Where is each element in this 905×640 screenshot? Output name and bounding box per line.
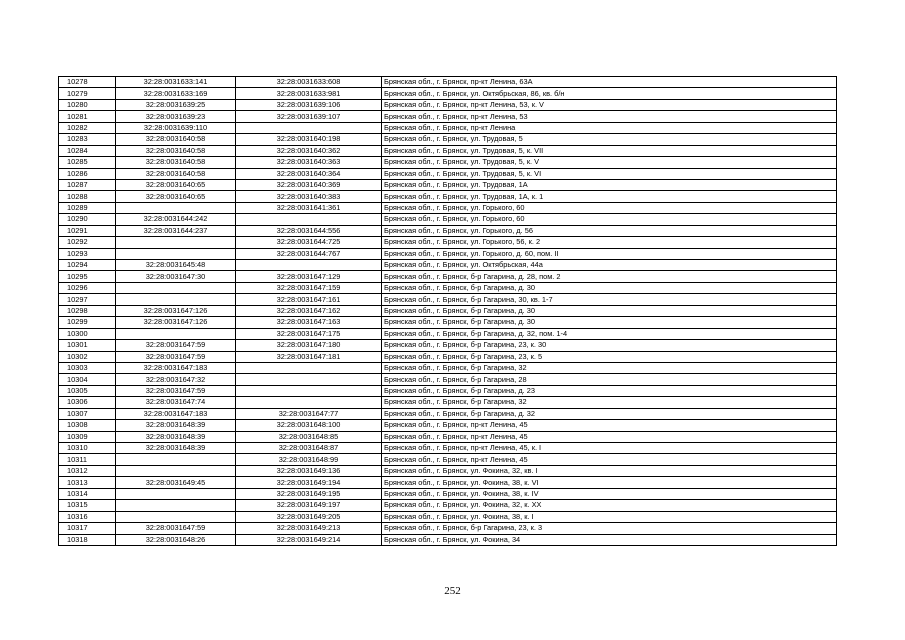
land-cadastral-number-cell: 32:28:0031648:39	[116, 443, 236, 454]
row-number-cell: 10305	[59, 385, 116, 396]
land-cadastral-number-cell: 32:28:0031640:58	[116, 168, 236, 179]
address-cell: Брянская обл., г. Брянск, ул. Горького, 60	[382, 214, 837, 225]
row-number-cell: 10309	[59, 431, 116, 442]
object-cadastral-number-cell	[236, 385, 382, 396]
table-row	[59, 500, 837, 511]
address-cell: Брянская обл., г. Брянск, б-р Гагарина, д. 32, пом. 1-4	[382, 328, 837, 339]
land-cadastral-number-cell: 32:28:0031639:25	[116, 99, 236, 110]
object-cadastral-number-cell	[236, 374, 382, 385]
row-number-cell: 10308	[59, 420, 116, 431]
address-cell: Брянская обл., г. Брянск, ул. Трудовая, 1А, к. 1	[382, 191, 837, 202]
table-row	[59, 237, 837, 248]
address-cell: Брянская обл., г. Брянск, пр-кт Ленина, 45	[382, 431, 837, 442]
object-cadastral-number-cell: 32:28:0031648:87	[236, 443, 382, 454]
object-cadastral-number-cell: 32:28:0031649:205	[236, 511, 382, 522]
object-cadastral-number-cell: 32:28:0031640:362	[236, 145, 382, 156]
table-row	[59, 408, 837, 419]
row-number-cell: 10281	[59, 111, 116, 122]
row-number-cell: 10293	[59, 248, 116, 259]
row-number-cell: 10288	[59, 191, 116, 202]
land-cadastral-number-cell: 32:28:0031647:59	[116, 523, 236, 534]
table-row	[59, 351, 837, 362]
table-row	[59, 248, 837, 259]
land-cadastral-number-cell: 32:28:0031633:141	[116, 77, 236, 88]
address-cell: Брянская обл., г. Брянск, ул. Горького, 60	[382, 202, 837, 213]
object-cadastral-number-cell: 32:28:0031633:608	[236, 77, 382, 88]
row-number-cell: 10302	[59, 351, 116, 362]
table-row	[59, 523, 837, 534]
land-cadastral-number-cell: 32:28:0031648:39	[116, 420, 236, 431]
table-row	[59, 294, 837, 305]
address-cell: Брянская обл., г. Брянск, ул. Трудовая, 5	[382, 134, 837, 145]
land-cadastral-number-cell: 32:28:0031645:48	[116, 260, 236, 271]
address-cell: Брянская обл., г. Брянск, пр-кт Ленина, 45	[382, 454, 837, 465]
page-number: 252	[444, 585, 461, 597]
address-cell: Брянская обл., г. Брянск, ул. Горького, 56, к. 2	[382, 237, 837, 248]
table-row	[59, 111, 837, 122]
object-cadastral-number-cell: 32:28:0031644:725	[236, 237, 382, 248]
address-cell: Брянская обл., г. Брянск, б-р Гагарина, 23, к. 5	[382, 351, 837, 362]
table-row	[59, 88, 837, 99]
land-cadastral-number-cell	[116, 202, 236, 213]
row-number-cell: 10312	[59, 465, 116, 476]
object-cadastral-number-cell: 32:28:0031649:214	[236, 534, 382, 545]
row-number-cell: 10291	[59, 225, 116, 236]
address-cell: Брянская обл., г. Брянск, ул. Трудовая, 5, к. VI	[382, 168, 837, 179]
table-row	[59, 179, 837, 190]
table-row	[59, 443, 837, 454]
address-cell: Брянская обл., г. Брянск, ул. Фокина, 32, кв. I	[382, 465, 837, 476]
address-cell: Брянская обл., г. Брянск, пр-кт Ленина, 53, к. V	[382, 99, 837, 110]
table-row	[59, 305, 837, 316]
table-row	[59, 191, 837, 202]
address-cell: Брянская обл., г. Брянск, ул. Горького, д. 60, пом. II	[382, 248, 837, 259]
object-cadastral-number-cell: 32:28:0031647:163	[236, 317, 382, 328]
address-cell: Брянская обл., г. Брянск, пр-кт Ленина, 45	[382, 420, 837, 431]
address-cell: Брянская обл., г. Брянск, б-р Гагарина, д. 30	[382, 317, 837, 328]
land-cadastral-number-cell: 32:28:0031640:65	[116, 191, 236, 202]
row-number-cell: 10297	[59, 294, 116, 305]
land-cadastral-number-cell	[116, 282, 236, 293]
address-cell: Брянская обл., г. Брянск, пр-кт Ленина	[382, 122, 837, 133]
address-cell: Брянская обл., г. Брянск, ул. Трудовая, 1А	[382, 179, 837, 190]
address-cell: Брянская обл., г. Брянск, б-р Гагарина, д. 30	[382, 305, 837, 316]
address-cell: Брянская обл., г. Брянск, б-р Гагарина, 28	[382, 374, 837, 385]
land-cadastral-number-cell: 32:28:0031647:126	[116, 305, 236, 316]
object-cadastral-number-cell	[236, 122, 382, 133]
object-cadastral-number-cell: 32:28:0031640:364	[236, 168, 382, 179]
land-cadastral-number-cell: 32:28:0031647:126	[116, 317, 236, 328]
land-cadastral-number-cell: 32:28:0031633:169	[116, 88, 236, 99]
object-cadastral-number-cell: 32:28:0031644:556	[236, 225, 382, 236]
land-cadastral-number-cell: 32:28:0031640:58	[116, 145, 236, 156]
land-cadastral-number-cell: 32:28:0031639:23	[116, 111, 236, 122]
row-number-cell: 10303	[59, 362, 116, 373]
address-cell: Брянская обл., г. Брянск, ул. Октябрьская, 44а	[382, 260, 837, 271]
object-cadastral-number-cell: 32:28:0031648:99	[236, 454, 382, 465]
object-cadastral-number-cell: 32:28:0031647:162	[236, 305, 382, 316]
land-cadastral-number-cell	[116, 488, 236, 499]
land-cadastral-number-cell: 32:28:0031644:242	[116, 214, 236, 225]
object-cadastral-number-cell: 32:28:0031639:107	[236, 111, 382, 122]
row-number-cell: 10292	[59, 237, 116, 248]
row-number-cell: 10310	[59, 443, 116, 454]
address-cell: Брянская обл., г. Брянск, б-р Гагарина, 23, к. 30	[382, 340, 837, 351]
table-row	[59, 282, 837, 293]
object-cadastral-number-cell	[236, 214, 382, 225]
object-cadastral-number-cell: 32:28:0031640:383	[236, 191, 382, 202]
object-cadastral-number-cell: 32:28:0031648:85	[236, 431, 382, 442]
address-cell: Брянская обл., г. Брянск, пр-кт Ленина, 63А	[382, 77, 837, 88]
row-number-cell: 10295	[59, 271, 116, 282]
row-number-cell: 10307	[59, 408, 116, 419]
row-number-cell: 10282	[59, 122, 116, 133]
land-cadastral-number-cell: 32:28:0031647:30	[116, 271, 236, 282]
address-cell: Брянская обл., г. Брянск, пр-кт Ленина, 45, к. I	[382, 443, 837, 454]
address-cell: Брянская обл., г. Брянск, ул. Горького, д. 56	[382, 225, 837, 236]
row-number-cell: 10278	[59, 77, 116, 88]
cadastral-table-grid	[58, 76, 837, 546]
object-cadastral-number-cell: 32:28:0031649:194	[236, 477, 382, 488]
table-row	[59, 99, 837, 110]
row-number-cell: 10284	[59, 145, 116, 156]
row-number-cell: 10280	[59, 99, 116, 110]
table-row	[59, 420, 837, 431]
land-cadastral-number-cell: 32:28:0031639:110	[116, 122, 236, 133]
row-number-cell: 10314	[59, 488, 116, 499]
land-cadastral-number-cell: 32:28:0031647:59	[116, 385, 236, 396]
land-cadastral-number-cell	[116, 237, 236, 248]
object-cadastral-number-cell: 32:28:0031648:100	[236, 420, 382, 431]
land-cadastral-number-cell: 32:28:0031647:59	[116, 340, 236, 351]
object-cadastral-number-cell: 32:28:0031647:181	[236, 351, 382, 362]
row-number-cell: 10283	[59, 134, 116, 145]
land-cadastral-number-cell: 32:28:0031647:59	[116, 351, 236, 362]
table-row	[59, 465, 837, 476]
object-cadastral-number-cell: 32:28:0031644:767	[236, 248, 382, 259]
table-row	[59, 454, 837, 465]
row-number-cell: 10300	[59, 328, 116, 339]
object-cadastral-number-cell: 32:28:0031633:981	[236, 88, 382, 99]
object-cadastral-number-cell: 32:28:0031647:161	[236, 294, 382, 305]
row-number-cell: 10311	[59, 454, 116, 465]
row-number-cell: 10306	[59, 397, 116, 408]
address-cell: Брянская обл., г. Брянск, б-р Гагарина, д. 32	[382, 408, 837, 419]
address-cell: Брянская обл., г. Брянск, ул. Фокина, 32, к. XX	[382, 500, 837, 511]
row-number-cell: 10285	[59, 157, 116, 168]
row-number-cell: 10301	[59, 340, 116, 351]
table-row	[59, 385, 837, 396]
table-row	[59, 511, 837, 522]
row-number-cell: 10313	[59, 477, 116, 488]
table-row	[59, 340, 837, 351]
row-number-cell: 10298	[59, 305, 116, 316]
address-cell: Брянская обл., г. Брянск, ул. Фокина, 38, к. IV	[382, 488, 837, 499]
table-row	[59, 145, 837, 156]
row-number-cell: 10316	[59, 511, 116, 522]
land-cadastral-number-cell: 32:28:0031647:183	[116, 362, 236, 373]
table-body	[59, 77, 837, 546]
land-cadastral-number-cell: 32:28:0031640:58	[116, 134, 236, 145]
table-row	[59, 260, 837, 271]
table-row	[59, 328, 837, 339]
address-cell: Брянская обл., г. Брянск, ул. Октябрьская, 86, кв. б/н	[382, 88, 837, 99]
object-cadastral-number-cell	[236, 397, 382, 408]
address-cell: Брянская обл., г. Брянск, ул. Трудовая, 5, к. VII	[382, 145, 837, 156]
row-number-cell: 10294	[59, 260, 116, 271]
object-cadastral-number-cell: 32:28:0031649:197	[236, 500, 382, 511]
table-row	[59, 157, 837, 168]
land-cadastral-number-cell: 32:28:0031644:237	[116, 225, 236, 236]
land-cadastral-number-cell	[116, 465, 236, 476]
object-cadastral-number-cell: 32:28:0031647:129	[236, 271, 382, 282]
row-number-cell: 10317	[59, 523, 116, 534]
table-row	[59, 225, 837, 236]
object-cadastral-number-cell	[236, 260, 382, 271]
land-cadastral-number-cell: 32:28:0031647:74	[116, 397, 236, 408]
table-row	[59, 397, 837, 408]
row-number-cell: 10290	[59, 214, 116, 225]
object-cadastral-number-cell: 32:28:0031640:363	[236, 157, 382, 168]
row-number-cell: 10279	[59, 88, 116, 99]
address-cell: Брянская обл., г. Брянск, б-р Гагарина, 23, к. 3	[382, 523, 837, 534]
row-number-cell: 10296	[59, 282, 116, 293]
object-cadastral-number-cell: 32:28:0031640:369	[236, 179, 382, 190]
object-cadastral-number-cell	[236, 362, 382, 373]
address-cell: Брянская обл., г. Брянск, ул. Фокина, 38, к. VI	[382, 477, 837, 488]
object-cadastral-number-cell: 32:28:0031649:136	[236, 465, 382, 476]
object-cadastral-number-cell: 32:28:0031639:106	[236, 99, 382, 110]
table-row	[59, 317, 837, 328]
address-cell: Брянская обл., г. Брянск, б-р Гагарина, 32	[382, 397, 837, 408]
table-row	[59, 134, 837, 145]
object-cadastral-number-cell: 32:28:0031647:159	[236, 282, 382, 293]
land-cadastral-number-cell	[116, 248, 236, 259]
object-cadastral-number-cell: 32:28:0031640:198	[236, 134, 382, 145]
address-cell: Брянская обл., г. Брянск, ул. Фокина, 38, к. I	[382, 511, 837, 522]
row-number-cell: 10289	[59, 202, 116, 213]
table-row	[59, 214, 837, 225]
land-cadastral-number-cell: 32:28:0031640:65	[116, 179, 236, 190]
land-cadastral-number-cell	[116, 500, 236, 511]
table-row	[59, 534, 837, 545]
land-cadastral-number-cell: 32:28:0031649:45	[116, 477, 236, 488]
object-cadastral-number-cell: 32:28:0031641:361	[236, 202, 382, 213]
address-cell: Брянская обл., г. Брянск, б-р Гагарина, д. 30	[382, 282, 837, 293]
table-row	[59, 374, 837, 385]
row-number-cell: 10318	[59, 534, 116, 545]
row-number-cell: 10304	[59, 374, 116, 385]
table-row	[59, 202, 837, 213]
table-row	[59, 362, 837, 373]
land-cadastral-number-cell	[116, 328, 236, 339]
table-row	[59, 431, 837, 442]
table-row	[59, 477, 837, 488]
address-cell: Брянская обл., г. Брянск, б-р Гагарина, 32	[382, 362, 837, 373]
address-cell: Брянская обл., г. Брянск, пр-кт Ленина, 53	[382, 111, 837, 122]
object-cadastral-number-cell: 32:28:0031647:175	[236, 328, 382, 339]
address-cell: Брянская обл., г. Брянск, б-р Гагарина, д. 28, пом. 2	[382, 271, 837, 282]
address-cell: Брянская обл., г. Брянск, ул. Фокина, 34	[382, 534, 837, 545]
cadastral-table	[58, 76, 836, 546]
object-cadastral-number-cell: 32:28:0031647:77	[236, 408, 382, 419]
address-cell: Брянская обл., г. Брянск, б-р Гагарина, 30, кв. 1-7	[382, 294, 837, 305]
land-cadastral-number-cell: 32:28:0031648:26	[116, 534, 236, 545]
object-cadastral-number-cell: 32:28:0031649:213	[236, 523, 382, 534]
land-cadastral-number-cell	[116, 454, 236, 465]
row-number-cell: 10287	[59, 179, 116, 190]
table-row	[59, 488, 837, 499]
object-cadastral-number-cell: 32:28:0031649:195	[236, 488, 382, 499]
table-row	[59, 271, 837, 282]
land-cadastral-number-cell	[116, 294, 236, 305]
land-cadastral-number-cell: 32:28:0031647:32	[116, 374, 236, 385]
row-number-cell: 10299	[59, 317, 116, 328]
address-cell: Брянская обл., г. Брянск, б-р Гагарина, д. 23	[382, 385, 837, 396]
row-number-cell: 10286	[59, 168, 116, 179]
land-cadastral-number-cell: 32:28:0031647:183	[116, 408, 236, 419]
object-cadastral-number-cell: 32:28:0031647:180	[236, 340, 382, 351]
land-cadastral-number-cell	[116, 511, 236, 522]
table-row	[59, 122, 837, 133]
address-cell: Брянская обл., г. Брянск, ул. Трудовая, 5, к. V	[382, 157, 837, 168]
table-row	[59, 77, 837, 88]
table-row	[59, 168, 837, 179]
row-number-cell: 10315	[59, 500, 116, 511]
land-cadastral-number-cell: 32:28:0031640:58	[116, 157, 236, 168]
land-cadastral-number-cell: 32:28:0031648:39	[116, 431, 236, 442]
